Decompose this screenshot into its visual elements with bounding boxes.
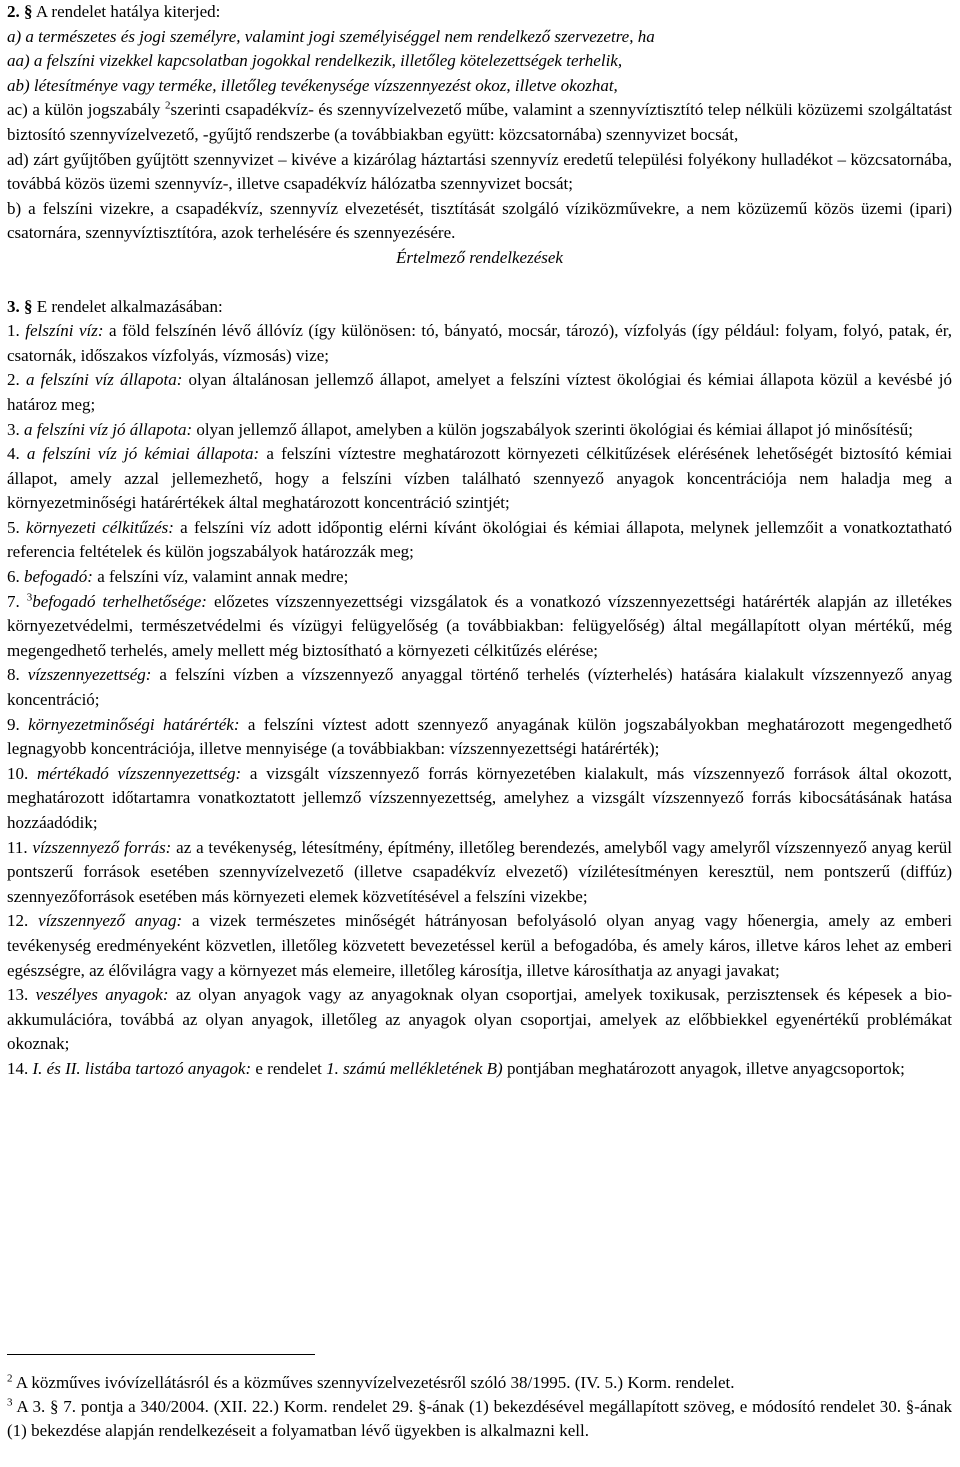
definition-text: olyan általánosan jellemző állapot, amelyet a felszíni víztest ökológiai és kémiai állapota közül a kevésbé jó határoz meg; (7, 370, 952, 414)
footnote-3: $^3$ A 3. § 7. pontja a 340/2004. (XII. 22.) Korm. rendelet 29. §-ának (1) bekezdésével megállapított szöveg, e módosító rendelet 30. §-ának (1) bekezdése alapján rendelkezéseit a folyamatban lévő ügyekben is alkalmazni kell. (7, 1396, 952, 1440)
definition-term: a felszíni víz állapota: (25, 370, 183, 390)
definition-text: az a tevékenység, létesítmény, építmény, illetőleg berendezés, amelyből vagy amelyről vízszennyező anyag kerül pontszerű források esetében szennyvízelvezető (illetve csapadékvíz elvezető) vízilétesítményen keresztül, nem pontszerű (diffúz) szennyezőforrások esetében más környezeti elemek közvetítésével a felszíni vizekbe; (7, 837, 952, 906)
definition-term: környezeti célkitűzés: (26, 517, 174, 537)
clause-ac: ac) a külön jogszabály $^2$szerinti csapadékvíz- és szennyvízelvezető műbe, valamint a szennyvíztisztító telep nélküli közüzemi szolgáltatást biztosító szennyvízelvezető, -gyűjtő rendszerbe (a továbbiakban együtt: közcsatornába) szennyvizet bocsát, (7, 99, 952, 144)
footnote-2: $^2$ A közműves ivóvízellátásról és a közműves szennyvízelvezetésről szóló 38/1995. (IV. 5.) Korm. rendelet. (7, 1372, 735, 1392)
definition-number: 3. (7, 419, 20, 439)
definition-text: a felszíni víztest adott szennyező anyagának külön jogszabályokban meghatározott megengedhető legnagyobb koncentrációja, illetve mennyisége (a továbbiakban: vízszennyezettségi határérték); (7, 714, 952, 759)
definition-term: befogadó terhelhetősége: (32, 591, 207, 611)
definition-number: 5. (7, 517, 20, 537)
definition-term: befogadó: (24, 567, 93, 587)
definition-number: 11. (7, 837, 28, 857)
definition-term: I. és II. listába tartozó anyagok: (32, 1058, 252, 1078)
definition-term: mértékadó vízszennyezettség: (37, 763, 242, 783)
footnote-ref-2[interactable]: 2 (165, 99, 171, 112)
definition-number: 7. (7, 591, 20, 611)
definition-text: a felszíni víz, valamint annak medre; (92, 567, 349, 587)
definition-item (7, 713, 952, 762)
section-3-header (7, 295, 952, 320)
definition-item (7, 590, 952, 664)
section-title: A rendelet hatálya kiterjed: (35, 2, 221, 21)
definition-term: környezetminőségi határérték: (28, 714, 240, 734)
definition-item (7, 442, 952, 516)
footnote-ref-3[interactable]: 3 (26, 591, 33, 603)
section-heading: Értelmező rendelkezések (396, 247, 563, 267)
definition-text: az olyan anyagok vagy az anyagoknak olyan csoportjai, amelyek toxikusak, perzisztensek és képesek a bio-akkumulációra, továbbá az olyan anyagok, illetőleg az anyagok olyan csoportjai, amelyek az előbbiekkel egyenértékű problémákat okoznak; (7, 985, 952, 1054)
definition-number: 4. (7, 444, 20, 464)
definition-item (7, 565, 952, 590)
definitions-list (7, 319, 952, 1057)
definition-number: 12. (7, 911, 29, 931)
definition-text: olyan jellemző állapot, amelyben a külön jogszabályok szerinti ökológiai és kémiai állapot jó minősítésű; (192, 419, 914, 439)
definition-item (7, 836, 952, 910)
section-number: 3. (7, 296, 20, 316)
definition-number: 6. (7, 567, 20, 587)
definition-term: veszélyes anyagok: (35, 985, 169, 1005)
definition-term: vízszennyező forrás: (32, 837, 172, 857)
definition-item (7, 368, 952, 417)
definition-item (7, 983, 952, 1057)
definition-term: vízszennyezettség: (27, 665, 152, 685)
section-mark: § (24, 2, 33, 21)
definition-item (7, 909, 952, 983)
definition-number: 13. (7, 985, 29, 1005)
clause-a: a) a természetes és jogi személyre, valamint jogi személyiséggel nem rendelkező szervezetre, ha (7, 26, 655, 46)
definition-text: a vizsgált vízszennyező forrás környezetében kialakult, más vízszennyező források által okozott, meghatározott időtartamra vonatkoztatott jellemző vízszennyezettség, amelyhez a vizsgált vízszennyező forrás kibocsátásának hatása hozzáadódik; (7, 763, 952, 832)
definition-number: 8. (7, 665, 20, 685)
definition-text: a felszíni víztestre meghatározott környezeti célkitűzések elérésének lehetőségét biztosító kémiai állapot, amely azzal jellemezhető, hogy a felszíni vízben található szennyező anyagok koncentrációja nem haladja meg a környezetminőségi határértékek által meghatározott koncentráció szintjét; (7, 444, 953, 513)
definition-term: felszíni víz: (25, 321, 104, 341)
definition-item (7, 418, 952, 443)
definition-term: a felszíni víz jó állapota: (24, 419, 193, 439)
footnote-separator (7, 1354, 315, 1355)
footnotes (7, 1371, 952, 1443)
definition-item (7, 319, 952, 368)
annex-reference: 1. számú mellékletének B) (326, 1058, 503, 1078)
clause-ad: ad) zárt gyűjtőben gyűjtött szennyvizet – kivéve a kizárólag háztartási szennyvíz eredetű települési folyékony hulladékot – közcsatornába, továbbá közös üzemi szennyvíz-, illetve csapadékvíz hálózatba szennyvizet bocsát; (7, 149, 952, 194)
section-number: 2. (7, 2, 20, 21)
section-mark: § (24, 296, 33, 316)
clause-ab: ab) létesítménye vagy terméke, illetőleg tevékenysége vízszennyezést okoz, illetve okozhat, (7, 75, 618, 95)
clause-aa: aa) a felszíni vizekkel kapcsolatban jogokkal rendelkezik, illetőleg kötelezettségek terhelik, (7, 51, 623, 71)
definition-item: 14. I. és II. listába tartozó anyagok: e rendelet 1. számú mellékletének B) pontjában meghatározott anyagok, illetve anyagcsoportok; (7, 1058, 905, 1078)
section-title: E rendelet alkalmazásában: (36, 296, 223, 316)
definition-item (7, 663, 952, 712)
section-2-header (7, 0, 952, 25)
definition-text: a felszíni vízben a vízszennyező anyaggal történő terhelés (vízterhelés) hatására kialakult vízszennyező anyag koncentráció; (7, 665, 953, 710)
definition-item (7, 762, 952, 836)
clause-b: b) a felszíni vizekre, a csapadékvíz, szennyvíz elvezetését, tisztítását szolgáló víziközművekre, a nem közüzemű közös üzemi (ipari) csatornára, szennyvíztisztítóra, azok terhelésére és szennyezésére. (7, 198, 952, 243)
definition-term: vízszennyező anyag: (38, 911, 183, 931)
definition-number: 2. (7, 370, 20, 390)
definition-term: a felszíni víz jó kémiai állapota: (26, 444, 260, 464)
definition-number: 9. (7, 714, 20, 734)
definition-number: 10. (7, 763, 29, 783)
definition-text: előzetes vízszennyezettségi vizsgálatok és a vonatkozó vízszennyezettségi határérték alapján az illetékes környezetvédelmi, természetvédelmi és vízügyi felügyelőség (a továbbiakban: felügyelőség) által megállapított olyan mértékű, még megengedhető terhelés, amely mellett még biztosítható a környezeti célkitűzés elérése; (7, 591, 953, 660)
definition-number: 1. (7, 321, 20, 341)
definition-text: a föld felszínén lévő állóvíz (így különösen: tó, bányató, mocsár, tározó), vízfolyás (így például: folyam, folyó, patak, ér, csatornák, időszakos vízfolyás, vízmosás) vize; (7, 321, 952, 365)
definition-text: a vizek természetes minőségét hátrányosan befolyásoló olyan anyag vagy hőenergia, amely az emberi tevékenység eredményeként közvetlen, illetőleg közvetett bevezetéssel kerül a befogadóba, és amely káros, illetve káros lehet az emberi egészségre, az élővilágra vagy a környezet más elemeire, illetőleg károsítja, illetve károsíthatja az anyagi javakat; (7, 911, 953, 980)
definition-text: a felszíni víz adott időpontig elérni kívánt ökológiai és kémiai állapota, melynek jellemzőit a vonatkoztatható referencia feltételek és külön jogszabályok határozzák meg; (7, 517, 952, 562)
definition-item (7, 516, 952, 565)
definition-number: 14. (7, 1058, 29, 1078)
